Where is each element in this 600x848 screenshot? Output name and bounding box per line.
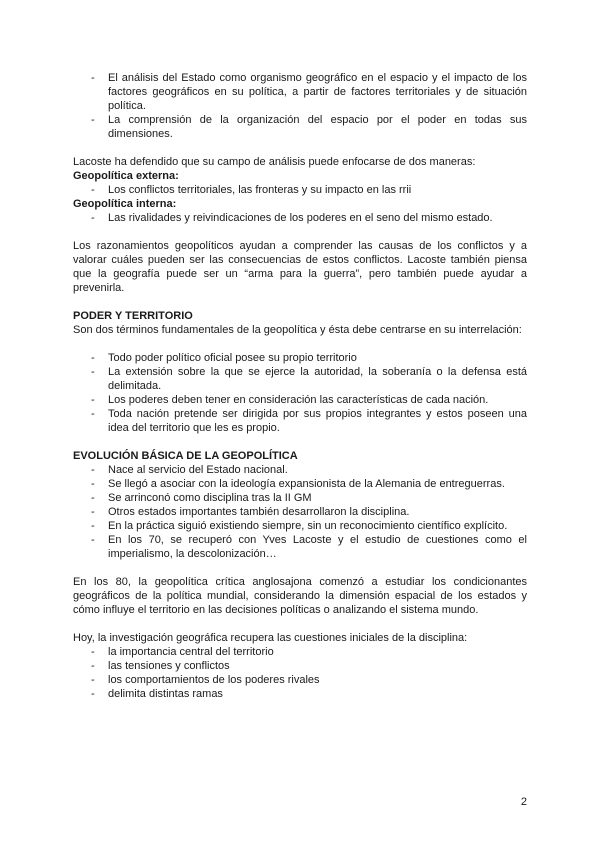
list-item: - El análisis del Estado como organismo geográfico en el espacio y el impacto de los factores geográficos en su política, a partir de factores territoriales y de situación política. xyxy=(73,71,527,113)
list-item: - La extensión sobre la que se ejerce la autoridad, la soberanía o la defensa está delimitada. xyxy=(73,365,527,393)
list-item: - Los conflictos territoriales, las fronteras y su impacto en las rrii xyxy=(73,183,527,197)
list-item: - La comprensión de la organización del espacio por el poder en todas sus dimensiones. xyxy=(73,113,527,141)
list-item: - Se llegó a asociar con la ideología expansionista de la Alemania de entreguerras. xyxy=(73,477,527,491)
list-item: - Otros estados importantes también desarrollaron la disciplina. xyxy=(73,505,527,519)
hoy-list xyxy=(73,645,527,701)
evolucion-list xyxy=(73,463,527,561)
list-item: - Las rivalidades y reivindicaciones de los poderes en el seno del mismo estado. xyxy=(73,211,527,225)
list-item: - la importancia central del territorio xyxy=(73,645,527,659)
intro-list xyxy=(73,71,527,141)
list-item: - En los 70, se recuperó con Yves Lacoste y el estudio de cuestiones como el imperialismo, la descolonización… xyxy=(73,533,527,561)
poder-list xyxy=(73,351,527,435)
evolucion-heading: EVOLUCIÓN BÁSICA DE LA GEOPOLÍTICA xyxy=(73,450,298,462)
lacoste-intro: Lacoste ha defendido que su campo de análisis puede enfocarse de dos maneras: xyxy=(73,156,476,168)
razonamientos-paragraph: Los razonamientos geopolíticos ayudan a comprender las causas de los conflictos y a valorar cuáles pueden ser las consecuencias de estos conflictos. Lacoste también piensa que la geografía puede ser un “arma para la guerra”, pero también puede ayudar a prevenirla. xyxy=(73,240,527,294)
interna-list xyxy=(73,211,527,225)
list-item: - Todo poder político oficial posee su propio territorio xyxy=(73,351,527,365)
poder-heading: PODER Y TERRITORIO xyxy=(73,310,193,322)
list-item: - En la práctica siguió existiendo siempre, sin un reconocimiento científico explícito. xyxy=(73,519,527,533)
ochenta-paragraph: En los 80, la geopolítica crítica anglosajona comenzó a estudiar los condicionantes geográficos de la política mundial, considerando la dimensión espacial de los estados y cómo influye el territorio en las decisiones políticas o analizando el sistema mundo. xyxy=(73,576,527,616)
externa-heading: Geopolítica externa: xyxy=(73,170,179,182)
list-item: - las tensiones y conflictos xyxy=(73,659,527,673)
list-item: - los comportamientos de los poderes rivales xyxy=(73,673,527,687)
hoy-intro: Hoy, la investigación geográfica recupera las cuestiones iniciales de la disciplina: xyxy=(73,632,468,644)
page-content xyxy=(73,71,527,701)
externa-list xyxy=(73,183,527,197)
interna-heading: Geopolítica interna: xyxy=(73,198,177,210)
list-item: - Toda nación pretende ser dirigida por sus propios integrantes y estos poseen una idea del territorio que les es propio. xyxy=(73,407,527,435)
list-item: - delimita distintas ramas xyxy=(73,687,527,701)
list-item: - Se arrinconó como disciplina tras la II GM xyxy=(73,491,527,505)
list-item: - Nace al servicio del Estado nacional. xyxy=(73,463,527,477)
page-number: 2 xyxy=(520,796,527,808)
poder-intro: Son dos términos fundamentales de la geopolítica y ésta debe centrarse en su interrelación: xyxy=(73,324,522,336)
list-item: - Los poderes deben tener en consideración las características de cada nación. xyxy=(73,393,527,407)
